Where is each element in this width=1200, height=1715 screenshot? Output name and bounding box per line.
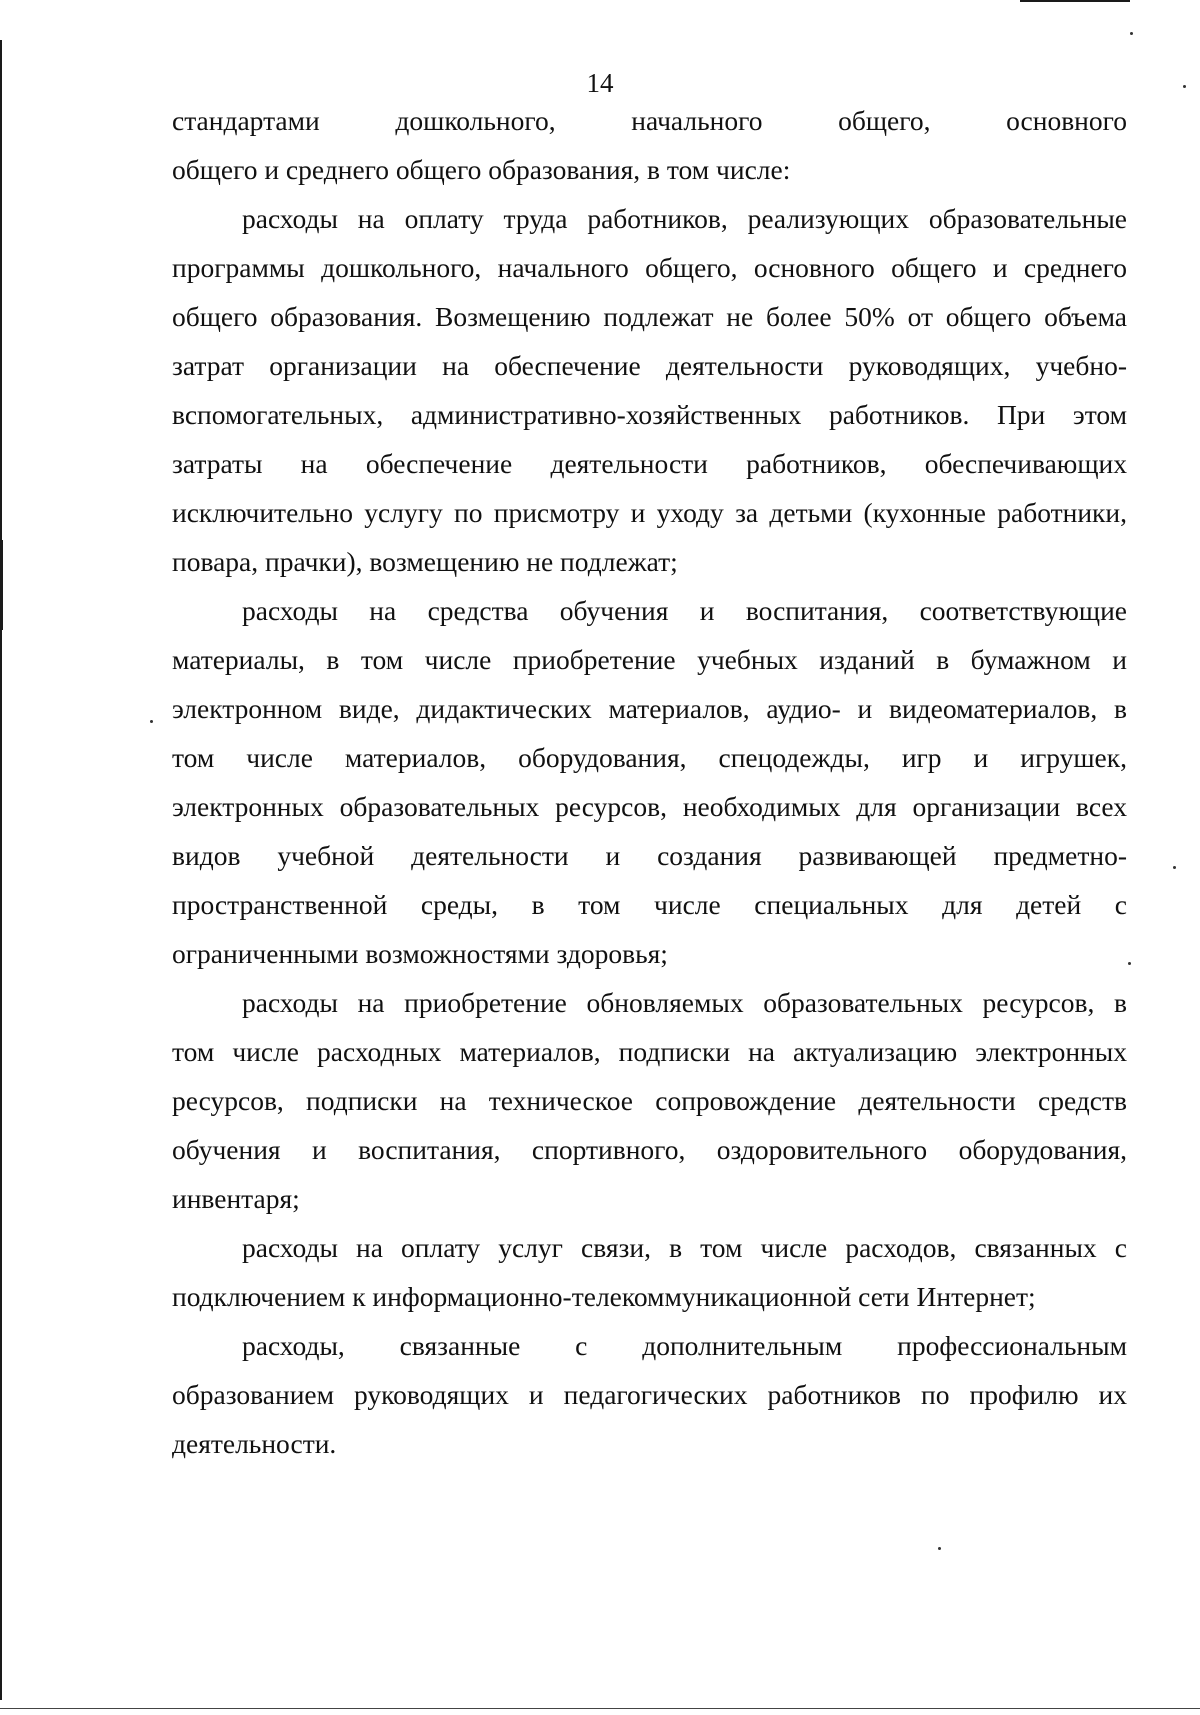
- scan-left-edge-mark: [0, 540, 3, 630]
- text-line: ограниченными возможностями здоровья;: [172, 938, 668, 969]
- text-line: видов учебной деятельности и создания развивающей предметно-: [172, 840, 1127, 871]
- text-line: деятельности.: [172, 1428, 337, 1459]
- paragraph: [172, 1223, 1127, 1321]
- paragraph: [172, 96, 1127, 194]
- scan-left-edge: [0, 40, 2, 1700]
- text-line: том числе расходных материалов, подписки на актуализацию электронных: [172, 1036, 1127, 1067]
- text-line: исключительно услугу по присмотру и уходу за детьми (кухонные работники,: [172, 497, 1127, 528]
- paragraph: [172, 1321, 1127, 1468]
- text-line: том числе материалов, оборудования, спецодежды, игр и игрушек,: [172, 742, 1127, 773]
- scan-speck: [938, 1547, 941, 1550]
- paragraph: [172, 586, 1127, 978]
- scan-speck: [1128, 962, 1131, 965]
- text-line: расходы на средства обучения и воспитания, соответствующие: [242, 595, 1127, 626]
- text-line: вспомогательных, административно-хозяйственных работников. При этом: [172, 399, 1127, 430]
- text-line: программы дошкольного, начального общего, основного общего и среднего: [172, 252, 1127, 283]
- paragraph: [172, 194, 1127, 586]
- text-line: стандартами дошкольного, начального общего, основного: [172, 105, 1127, 136]
- text-line: расходы на оплату труда работников, реализующих образовательные: [242, 203, 1127, 234]
- text-line: электронных образовательных ресурсов, необходимых для организации всех: [172, 791, 1127, 822]
- text-line: затраты на обеспечение деятельности работников, обеспечивающих: [172, 448, 1127, 479]
- text-line: расходы, связанные с дополнительным профессиональным: [242, 1330, 1127, 1361]
- page-number: 14: [586, 68, 614, 98]
- scan-bottom-edge: [0, 1708, 1200, 1709]
- text-line: подключением к информационно-телекоммуникационной сети Интернет;: [172, 1281, 1036, 1312]
- text-line: ресурсов, подписки на техническое сопровождение деятельности средств: [172, 1085, 1127, 1116]
- text-line: общего и среднего общего образования, в том числе:: [172, 154, 791, 185]
- text-line: общего образования. Возмещению подлежат не более 50% от общего объема: [172, 301, 1127, 332]
- text-line: электронном виде, дидактических материалов, аудио- и видеоматериалов, в: [172, 693, 1127, 724]
- text-line: повара, прачки), возмещению не подлежат;: [172, 546, 678, 577]
- scan-top-edge-mark: [1020, 0, 1130, 2]
- paragraph: [172, 978, 1127, 1223]
- text-line: расходы на приобретение обновляемых образовательных ресурсов, в: [242, 987, 1127, 1018]
- document-body: [172, 96, 1127, 1468]
- text-line: инвентаря;: [172, 1183, 300, 1214]
- scan-speck: [1173, 866, 1176, 869]
- text-line: материалы, в том числе приобретение учебных изданий в бумажном и: [172, 644, 1127, 675]
- text-line: затрат организации на обеспечение деятельности руководящих, учебно-: [172, 350, 1127, 381]
- scan-speck: [1130, 32, 1133, 35]
- text-line: пространственной среды, в том числе специальных для детей с: [172, 889, 1127, 920]
- text-line: образованием руководящих и педагогических работников по профилю их: [172, 1379, 1127, 1410]
- text-line: расходы на оплату услуг связи, в том числе расходов, связанных с: [242, 1232, 1127, 1263]
- text-line: обучения и воспитания, спортивного, оздоровительного оборудования,: [172, 1134, 1127, 1165]
- scan-speck: [150, 720, 153, 723]
